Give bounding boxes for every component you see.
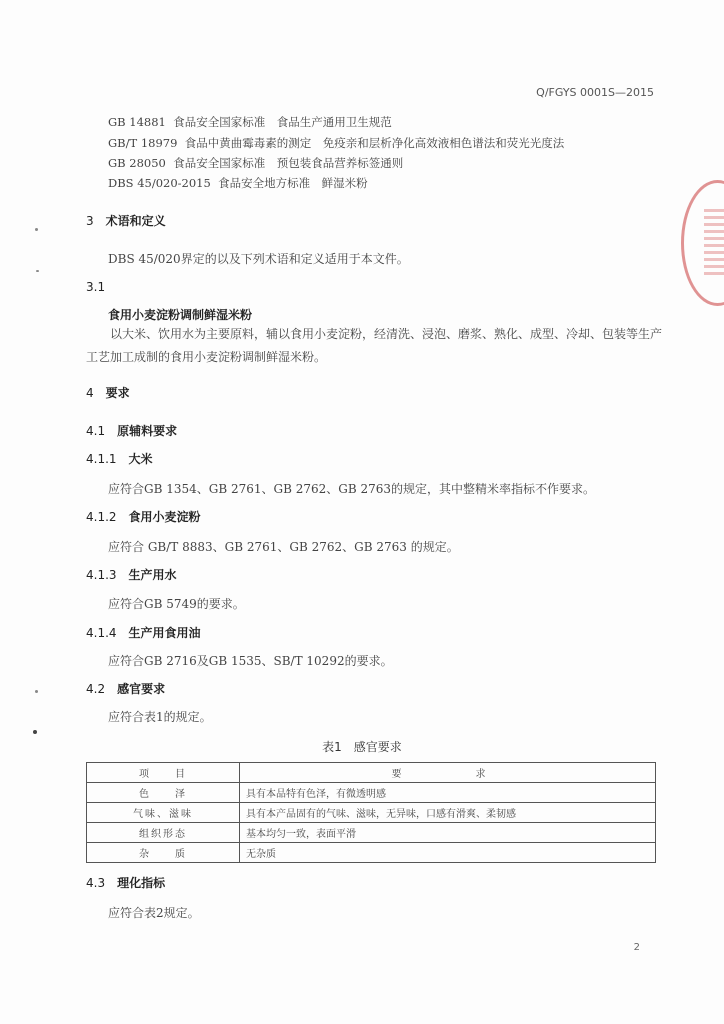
reference-title: 食品安全国家标准 预包装食品营养标签通则 [173,156,404,170]
table-cell-item: 杂 质 [87,843,240,863]
section-number: 4.1.2 [86,510,117,524]
section-4-3-text: 应符合表2规定。 [108,906,200,920]
table-row [87,823,656,843]
section-4-heading [86,384,130,401]
reference-code: GB 14881 [108,115,166,129]
reference-line [108,114,392,130]
table-cell-requirement: 无杂质 [240,843,656,863]
section-4-2-text: 应符合表1的规定。 [108,710,212,724]
term-title: 食用小麦淀粉调制鲜湿米粉 [108,308,253,322]
table-cell-item: 气味、滋味 [87,803,240,823]
table-row [87,843,656,863]
section-4-1-1-heading [86,450,153,467]
scan-speck [35,228,38,231]
section-3-intro: DBS 45/020界定的以及下列术语和定义适用于本文件。 [108,252,409,266]
table-header-cell: 要 求 [240,763,656,783]
section-4-1-2-text: 应符合 GB/T 8883、GB 2761、GB 2762、GB 2763 的规定。 [108,540,459,554]
section-4-1-3-heading [86,566,177,583]
section-3-1-number: 3.1 [86,280,106,294]
section-number: 3 [86,214,94,228]
section-number: 4.1 [86,424,106,438]
table-row [87,803,656,823]
section-3-heading [86,212,166,229]
section-title: 生产用水 [128,568,177,582]
table-cell-item: 组织形态 [87,823,240,843]
table-cell-requirement: 具有本品特有色泽，有微透明感 [240,783,656,803]
page-number: 2 [633,942,640,953]
section-number: 4.2 [86,682,106,696]
standard-code: Q/FGYS 0001S—2015 [536,86,654,99]
section-4-1-heading [86,422,177,439]
table-1-caption: 表1 感官要求 [322,740,402,754]
reference-line [108,135,564,151]
reference-code: DBS 45/020-2015 [108,176,211,190]
section-number: 4.1.4 [86,626,117,640]
table-header-row [87,763,656,783]
section-title: 术语和定义 [105,214,166,228]
section-title: 感官要求 [117,682,166,696]
reference-code: GB 28050 [108,156,166,170]
section-4-1-4-heading [86,624,201,641]
reference-title: 食品中黄曲霉毒素的测定 免疫亲和层析净化高效液相色谱法和荧光光度法 [184,136,565,150]
table-cell-requirement: 基本均匀一致，表面平滑 [240,823,656,843]
reference-code: GB/T 18979 [108,136,178,150]
section-number: 4.3 [86,876,106,890]
section-title: 原辅料要求 [117,424,178,438]
section-4-1-4-text: 应符合GB 2716及GB 1535、SB/T 10292的要求。 [108,654,393,668]
table-header-cell: 项 目 [87,763,240,783]
reference-line [108,175,368,191]
reference-title: 食品安全国家标准 食品生产通用卫生规范 [173,115,392,129]
reference-line [108,155,403,171]
seal-stamp-texture [704,205,724,275]
reference-title: 食品安全地方标准 鲜湿米粉 [218,176,368,190]
section-number: 4.1.3 [86,568,117,582]
scan-speck [33,730,37,734]
section-title: 生产用食用油 [128,626,201,640]
table-cell-item: 色 泽 [87,783,240,803]
table-row [87,783,656,803]
section-title: 要求 [105,386,130,400]
sensory-requirements-table [86,762,656,863]
scan-speck [35,690,38,693]
section-4-1-3-text: 应符合GB 5749的要求。 [108,597,245,611]
section-number: 4.1.1 [86,452,117,466]
section-number: 4 [86,386,94,400]
table-cell-requirement: 具有本产品固有的气味、滋味，无异味，口感有滑爽、柔韧感 [240,803,656,823]
section-title: 理化指标 [117,876,166,890]
scan-speck [36,270,39,272]
section-title: 大米 [128,452,153,466]
section-4-1-2-heading [86,508,201,525]
term-definition: 以大米、饮用水为主要原料，辅以食用小麦淀粉，经清洗、浸泡、磨浆、熟化、成型、冷却、包装等生产工艺加工成制的食用小麦淀粉调制鲜湿米粉。 [86,327,663,364]
section-title: 食用小麦淀粉 [128,510,201,524]
section-4-1-1-text: 应符合GB 1354、GB 2761、GB 2762、GB 2763的规定，其中整精米率指标不作要求。 [108,482,596,496]
section-4-3-heading [86,874,165,891]
section-4-2-heading [86,680,165,697]
